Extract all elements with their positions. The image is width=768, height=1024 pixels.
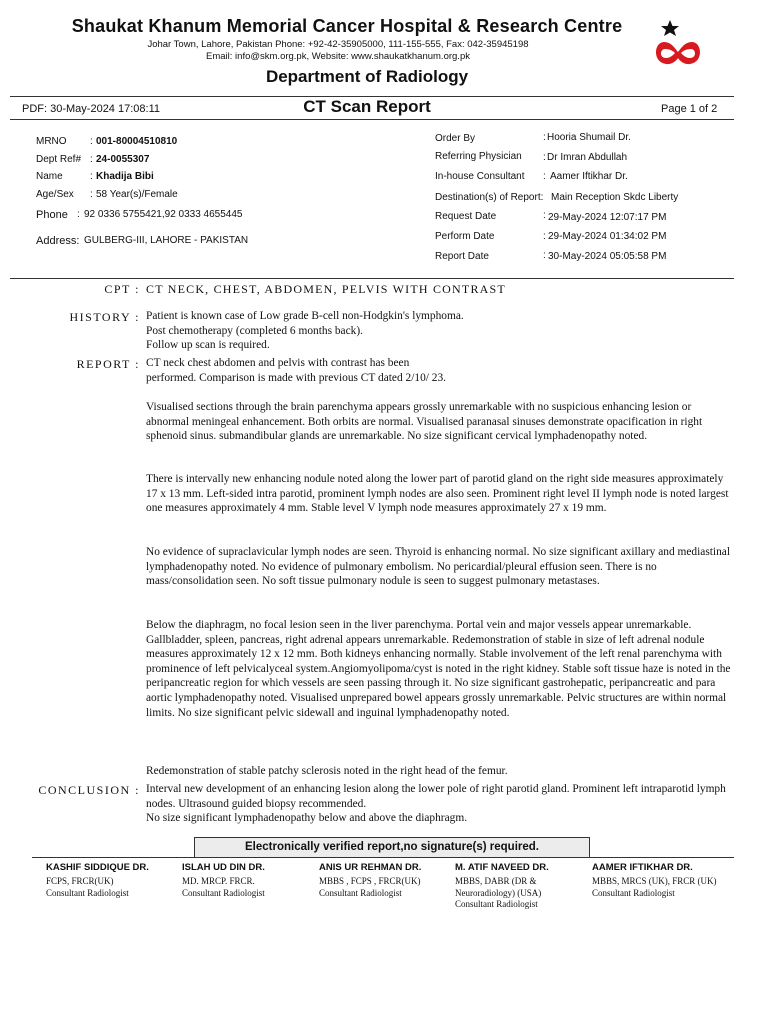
destination-label: Destination(s) of Report: [435,192,544,203]
destination-value: Main Reception Skdc Liberty [551,192,679,203]
cpt-label: CPT : [104,282,140,296]
colon: : [543,152,546,163]
radiologist-qualification: MBBS, DABR (DR & Neuroradiology) (USA) [455,876,542,898]
report-paragraph: There is intervally new enhancing nodule noted along the lower part of parotid gland on the right side measures approximately 17 x 13 mm. Left-sided intra parotid, prominent lymph nodes are also seen. Prominent right level II lymph node is noted largest one measures approximately 4 mm. Stable level V lymph node measures approximately 27 x 19 mm. [146,473,729,515]
conclusion-line: No size significant lymphadenopathy below and above the diaphragm. [146,812,468,825]
radiologist [592,862,720,899]
order-by-value: Hooria Shumail Dr. [547,132,631,143]
cpt-value: CT NECK, CHEST, ABDOMEN, PELVIS WITH CONTRAST [146,282,506,296]
report-label: REPORT : [76,357,140,371]
colon: : [90,189,93,200]
radiologist-name: AAMER IFTIKHAR DR. [592,862,693,873]
radiologist [455,862,580,911]
phone-value: 92 0336 5755421,92 0333 4655445 [84,209,243,220]
verified-note: Electronically verified report,no signature(s) required. [194,837,590,858]
radiologist-qualification: FCPS, FRCR(UK) [46,876,114,886]
radiologist [182,862,314,899]
radiologist-title: Consultant Radiologist [455,899,538,909]
report-paragraph: CT neck chest abdomen and pelvis with contrast has been performed. Comparison is made with previous CT dated 2/10/ 23. [146,357,447,384]
perform-date-value: 29-May-2024 01:34:02 PM [548,231,667,242]
inhouse-value: Aamer Iftikhar Dr. [550,171,628,182]
colon: : [543,171,546,182]
colon: : [77,209,80,220]
history-label: HISTORY : [69,310,140,324]
colon: : [543,231,546,242]
name-label: Name [36,171,63,182]
report-paragraph: Below the diaphragm, no focal lesion seen in the liver parenchyma. Portal vein and major vessels appear unremarkable. Gallbladder, spleen, pancreas, right adrenal appears unremarkable. Redemonstration of stable in size of left adrenal nodule measures approximately 12 x 12 mm. Both kidneys enhancing normally. Stable involvement of the left renal parenchyma with prominence of left pelvicalyceal system.Angiomyolipoma/cyst is noted in the right kidney. Stable soft tissue haze is noted in the peripancreatic region for which vessels are seen passing through it. No size significant gastrohepatic, peripancreatic and para aortic lymphadenopathy noted. Visualised unprepared bowel appears grossly unremarkable. Pelvic structures are within normal limits. No size significant pelvic sidewall and inguinal lymphadenopathy noted. [146,619,731,719]
radiologist-name: ISLAH UD DIN DR. [182,862,265,873]
colon: : [543,210,546,221]
colon: : [543,132,546,143]
mrno-label: MRNO [36,136,67,147]
radiologist-title: Consultant Radiologist [46,887,129,898]
radiologist-title: Consultant Radiologist [182,887,265,898]
conclusion-text [146,782,736,826]
conclusion-label: CONCLUSION : [38,783,140,797]
radiologist-qualification: MBBS, MRCS (UK), FRCR (UK) [592,876,717,886]
address-label: Address: [36,235,80,247]
patient-name: Khadija Bibi [96,171,154,182]
perform-date-label: Perform Date [435,231,495,242]
radiologist [46,862,178,899]
radiologist-name: ANIS UR REHMAN DR. [319,862,422,873]
mrno-value: 001-80004510810 [96,136,178,147]
request-date-value: 29-May-2024 12:07:17 PM [548,212,667,223]
history-line: Post chemotherapy (completed 6 months back). [146,324,364,337]
address-value: GULBERG-III, LAHORE - PAKISTAN [84,235,249,246]
pdf-date: PDF: 30-May-2024 17:08:11 [22,103,160,115]
radiologist-name: KASHIF SIDDIQUE DR. [46,862,149,873]
colon: : [90,154,93,165]
hospital-name: Shaukat Khanum Memorial Cancer Hospital & Research Centre [71,16,623,36]
contact-line-1: Johar Town, Lahore, Pakistan Phone: +92-42-35905000, 111-155-555, Fax: 042-35945198 [147,39,529,50]
colon: : [90,136,93,147]
department-title: Department of Radiology [265,67,469,86]
contact-line-2: Email: info@skm.org.pk, Website: www.shaukatkhanum.org.pk [206,51,470,62]
referring-label: Referring Physician [435,151,522,162]
order-by-label: Order By [435,133,476,144]
radiologist [319,862,451,899]
phone-label: Phone [36,209,68,221]
radiologist-qualification: MD. MRCP. FRCR. [182,876,255,886]
report-paragraph: Redemonstration of stable patchy sclerosis noted in the right head of the femur. [146,765,508,777]
report-title: CT Scan Report [303,97,431,116]
colon: : [543,250,546,261]
radiologist-title: Consultant Radiologist [319,887,402,898]
age-sex-label: Age/Sex [36,189,74,200]
history-line: Patient is known case of Low grade B-cell non-Hodgkin's lymphoma. [146,310,464,322]
colon: : [90,171,93,182]
referring-value: Dr Imran Abdullah [547,152,628,163]
history-line: Follow up scan is required. [146,339,270,352]
history-text [146,309,736,353]
divider [10,119,734,120]
divider [32,857,734,858]
dept-ref-label: Dept Ref# [36,154,82,165]
report-paragraph: No evidence of supraclavicular lymph nodes are seen. Thyroid is enhancing normal. No size significant axillary and mediastinal lymphadenopathy noted. No evidence of pulmonary embolism. No pericardial/pleural effusion seen. There is no mass/consolidation seen. No soft tissue pulmonary nodule is seen to suggest pulmonary metastases. [146,546,731,588]
request-date-label: Request Date [435,211,497,222]
conclusion-line: Interval new development of an enhancing lesion along the lower pole of right parotid gland. Prominent left intraparotid lymph nodes. Ultrasound guided biopsy recommended. [146,783,726,810]
page-number: Page 1 of 2 [661,103,718,115]
report-date-value: 30-May-2024 05:05:58 PM [548,251,667,262]
dept-ref-value: 24-0055307 [96,154,150,165]
divider [10,278,734,279]
report-date-label: Report Date [435,251,489,262]
radiologist-title: Consultant Radiologist [592,887,675,898]
radiologist-name: M. ATIF NAVEED DR. [455,862,549,873]
report-paragraph: Visualised sections through the brain parenchyma appears grossly unremarkable with no suspicious enhancing lesion or abnormal meningeal enhancement. Both orbits are normal. Visualised paranasal sinuses demonstrate opacification in right sphenoid sinus. submandibular glands are unremarkable. No size significant cervical lymphadenopathy noted. [146,401,703,443]
skm-logo-icon [648,18,708,74]
inhouse-label: In-house Consultant [435,171,525,182]
age-sex-value: 58 Year(s)/Female [96,189,178,200]
radiologist-qualification: MBBS , FCPS , FRCR(UK) [319,876,421,886]
